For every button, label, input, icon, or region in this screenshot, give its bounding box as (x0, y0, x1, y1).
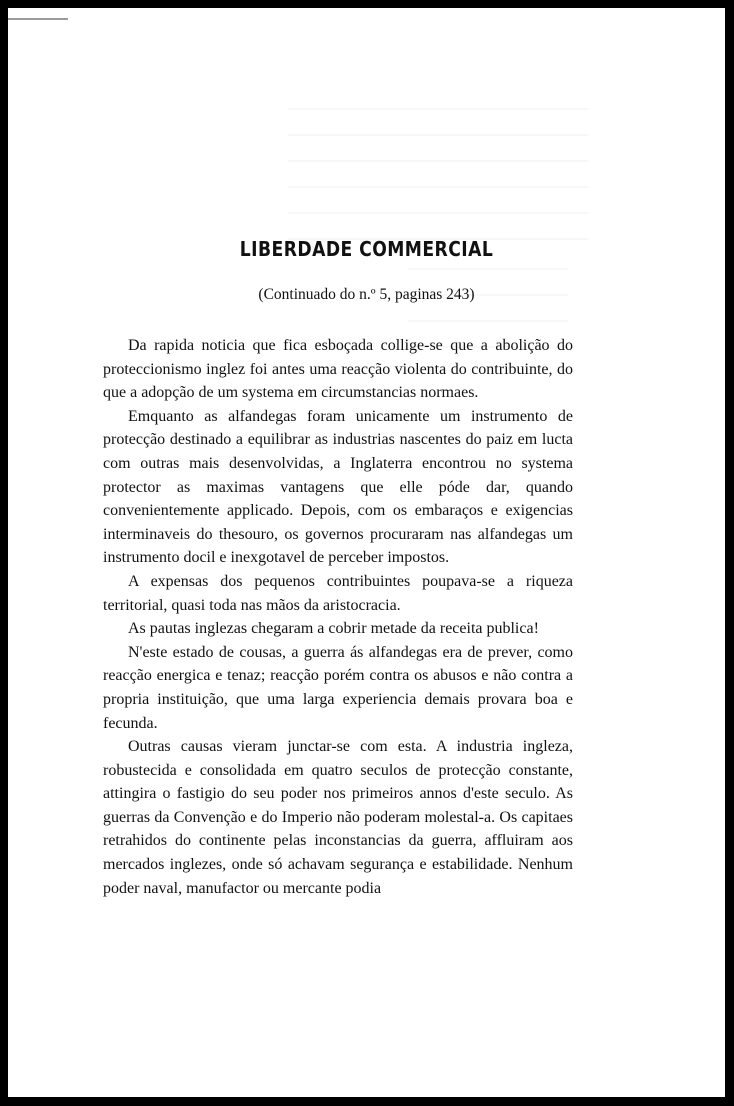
paragraph: Da rapida noticia que fica esboçada collige-se que a abolição do proteccionismo inglez foi antes uma reacção violenta do contribuinte, do que a adopção de um systema em circumstancias normaes. (103, 337, 573, 402)
paragraph: Emquanto as alfandegas foram unicamente um instrumento de protecção destinado a equilibrar as industrias nascentes do paiz em lucta com outras mais desenvolvidas, a Inglaterra encontrou no systema protector as maximas vantagens que elle póde dar, quando convenientemente applicado. Depois, com os embaraços e exigencias interminaveis do thesouro, os governos procuraram nas alfandegas um instrumento docil e inexgotavel de perceber impostos. (103, 407, 573, 567)
paragraph: As pautas inglezas chegaram a cobrir metade da receita publica! (128, 620, 539, 638)
scan-edge-mark (8, 18, 68, 20)
article-subtitle: (Continuado do n.º 5, paginas 243) (258, 286, 475, 303)
article-body (103, 334, 573, 900)
document-page (8, 8, 725, 1097)
paragraph: A expensas dos pequenos contribuintes poupava-se a riqueza territorial, quasi toda nas mãos da aristocracia. (103, 572, 573, 614)
article-title: LIBERDADE COMMERCIAL (239, 237, 494, 261)
paragraph: N'este estado de cousas, a guerra ás alfandegas era de prever, como reacção energica e tenaz; reacção porém contra os abusos e não contra a propria instituição, que uma larga experiencia demais provara boa e fecunda. (103, 643, 573, 732)
bleed-through-texture (288, 98, 588, 248)
paragraph: Outras causas vieram junctar-se com esta. A industria ingleza, robustecida e consolidada em quatro seculos de protecção constante, attingira o fastigio do seu poder nos primeiros annos d'este seculo. As guerras da Convenção e do Imperio não poderam molestal-a. Os capitaes retrahidos do continente pelas inconstancias da guerra, affluiram aos mercados inglezes, onde só achavam segurança e estabilidade. Nenhum poder naval, manufactor ou mercante podia (103, 738, 573, 897)
